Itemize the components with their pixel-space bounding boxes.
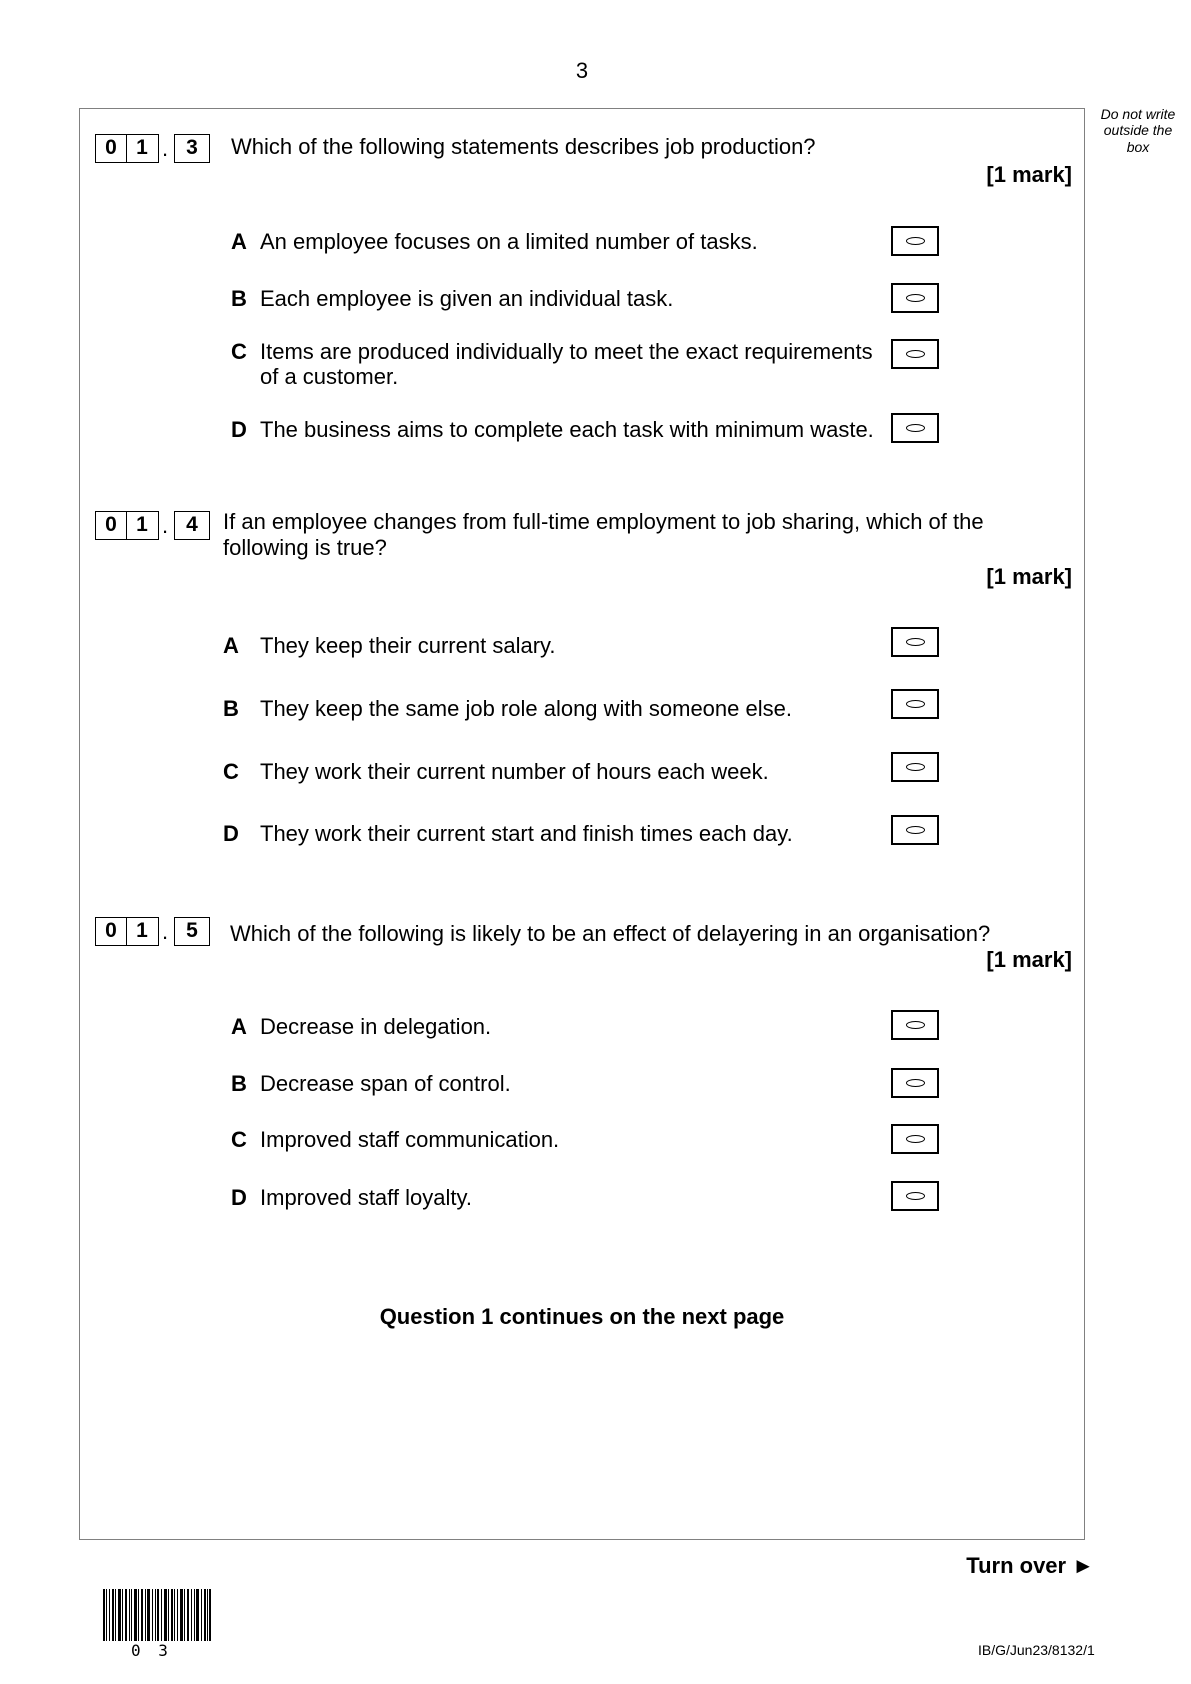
oval-icon — [906, 638, 925, 646]
option-text: Improved staff communication. — [260, 1127, 560, 1152]
barcode-image — [103, 1589, 211, 1641]
question-marks: [1 mark] — [986, 162, 1072, 187]
barcode-bar — [147, 1589, 150, 1641]
answer-bubble[interactable] — [891, 226, 939, 256]
barcode-bar — [164, 1589, 167, 1641]
option-letter: A — [223, 633, 239, 658]
oval-icon — [906, 350, 925, 358]
question-number — [95, 134, 211, 163]
oval-icon — [906, 763, 925, 771]
oval-icon — [906, 1135, 925, 1143]
barcode-bar — [129, 1589, 130, 1641]
barcode-bar — [122, 1589, 123, 1641]
barcode-digits: 0 3 — [131, 1641, 172, 1660]
answer-bubble[interactable] — [891, 1010, 939, 1040]
barcode-bar — [174, 1589, 175, 1641]
turn-over-label: Turn over ► — [966, 1553, 1094, 1578]
oval-icon — [906, 424, 925, 432]
barcode-bar — [134, 1589, 137, 1641]
barcode-bar — [141, 1589, 143, 1641]
answer-bubble[interactable] — [891, 752, 939, 782]
option-text: Improved staff loyalty. — [260, 1185, 472, 1210]
question-part-digit: 4 — [174, 511, 210, 540]
paper-reference: IB/G/Jun23/8132/1 — [978, 1642, 1095, 1658]
continuation-note: Question 1 continues on the next page — [379, 1304, 785, 1329]
barcode-bar — [180, 1589, 183, 1641]
margin-note — [1092, 106, 1184, 155]
oval-icon — [906, 1079, 925, 1087]
question-number-digit: 1 — [126, 134, 159, 163]
option-text: They work their current start and finish times each day. — [260, 821, 793, 846]
barcode-bar — [196, 1589, 199, 1641]
option-text: Decrease span of control. — [260, 1071, 511, 1096]
oval-icon — [906, 700, 925, 708]
answer-bubble[interactable] — [891, 413, 939, 443]
margin-note-line: Do not write — [1100, 106, 1176, 122]
option-letter: C — [231, 339, 247, 364]
question-number-digit: 0 — [95, 511, 127, 540]
question-number-digit: 1 — [126, 511, 159, 540]
barcode-bar — [168, 1589, 169, 1641]
oval-icon — [906, 1192, 925, 1200]
question-number-separator: . — [161, 919, 169, 944]
question-marks: [1 mark] — [986, 947, 1072, 972]
question-text: If an employee changes from full-time employment to job sharing, which of the following is true? — [223, 509, 984, 560]
answer-bubble[interactable] — [891, 689, 939, 719]
question-number-digit: 1 — [126, 917, 159, 946]
barcode-bar — [155, 1589, 156, 1641]
barcode-bar — [204, 1589, 206, 1641]
option-text: They work their current number of hours each week. — [260, 759, 769, 784]
question-number-separator: . — [161, 513, 169, 538]
margin-note-line: outside the — [1103, 122, 1173, 139]
barcode-bar — [209, 1589, 211, 1641]
option-letter: B — [231, 1071, 247, 1096]
page-number: 3 — [575, 58, 589, 83]
oval-icon — [906, 1021, 925, 1029]
question-number — [95, 917, 211, 946]
question-part-digit: 5 — [174, 917, 210, 946]
option-letter: B — [231, 286, 247, 311]
oval-icon — [906, 237, 925, 245]
option-letter: C — [223, 759, 239, 784]
barcode-bar — [112, 1589, 114, 1641]
barcode-bar — [184, 1589, 185, 1641]
barcode-bar — [171, 1589, 173, 1641]
barcode-bar — [125, 1589, 127, 1641]
answer-bubble[interactable] — [891, 339, 939, 369]
question-number — [95, 511, 211, 540]
margin-note-line: box — [1126, 138, 1150, 155]
option-text: The business aims to complete each task with minimum waste. — [260, 417, 874, 442]
barcode-bar — [201, 1589, 202, 1641]
option-text: Each employee is given an individual task. — [260, 286, 674, 311]
question-text: Which of the following is likely to be an effect of delayering in an organisation? — [230, 921, 991, 946]
barcode-bar — [207, 1589, 208, 1641]
barcode-bar — [109, 1589, 110, 1641]
oval-icon — [906, 826, 925, 834]
barcode-bar — [138, 1589, 139, 1641]
answer-bubble[interactable] — [891, 1124, 939, 1154]
barcode-bar — [161, 1589, 162, 1641]
option-letter: A — [231, 1014, 247, 1039]
barcode-bar — [115, 1589, 116, 1641]
answer-bubble[interactable] — [891, 1181, 939, 1211]
answer-bubble[interactable] — [891, 1068, 939, 1098]
question-part-digit: 3 — [174, 134, 210, 163]
option-text: They keep the same job role along with someone else. — [260, 696, 792, 721]
barcode-bar — [194, 1589, 195, 1641]
question-marks: [1 mark] — [986, 564, 1072, 589]
option-letter: A — [231, 229, 247, 254]
answer-bubble[interactable] — [891, 627, 939, 657]
barcode-bar — [145, 1589, 146, 1641]
barcode-bar — [106, 1589, 107, 1641]
option-text: An employee focuses on a limited number of tasks. — [260, 229, 758, 254]
option-letter: D — [231, 417, 247, 442]
barcode-bar — [131, 1589, 132, 1641]
option-text: They keep their current salary. — [260, 633, 556, 658]
question-number-digit: 0 — [95, 917, 127, 946]
barcode-bar — [152, 1589, 153, 1641]
answer-bubble[interactable] — [891, 283, 939, 313]
option-text: Items are produced individually to meet the exact requirements of a customer. — [260, 339, 873, 389]
barcode-bar — [103, 1589, 105, 1641]
question-number-separator: . — [161, 136, 169, 161]
option-letter: C — [231, 1127, 247, 1152]
barcode-bar — [187, 1589, 189, 1641]
option-text: Decrease in delegation. — [260, 1014, 492, 1039]
question-number-digit: 0 — [95, 134, 127, 163]
barcode-bar — [118, 1589, 121, 1641]
oval-icon — [906, 294, 925, 302]
option-letter: D — [231, 1185, 247, 1210]
question-text: Which of the following statements describes job production? — [231, 134, 816, 159]
barcode-bar — [191, 1589, 192, 1641]
option-letter: B — [223, 696, 239, 721]
option-letter: D — [223, 821, 239, 846]
barcode-bar — [177, 1589, 178, 1641]
barcode-bar — [157, 1589, 159, 1641]
answer-bubble[interactable] — [891, 815, 939, 845]
